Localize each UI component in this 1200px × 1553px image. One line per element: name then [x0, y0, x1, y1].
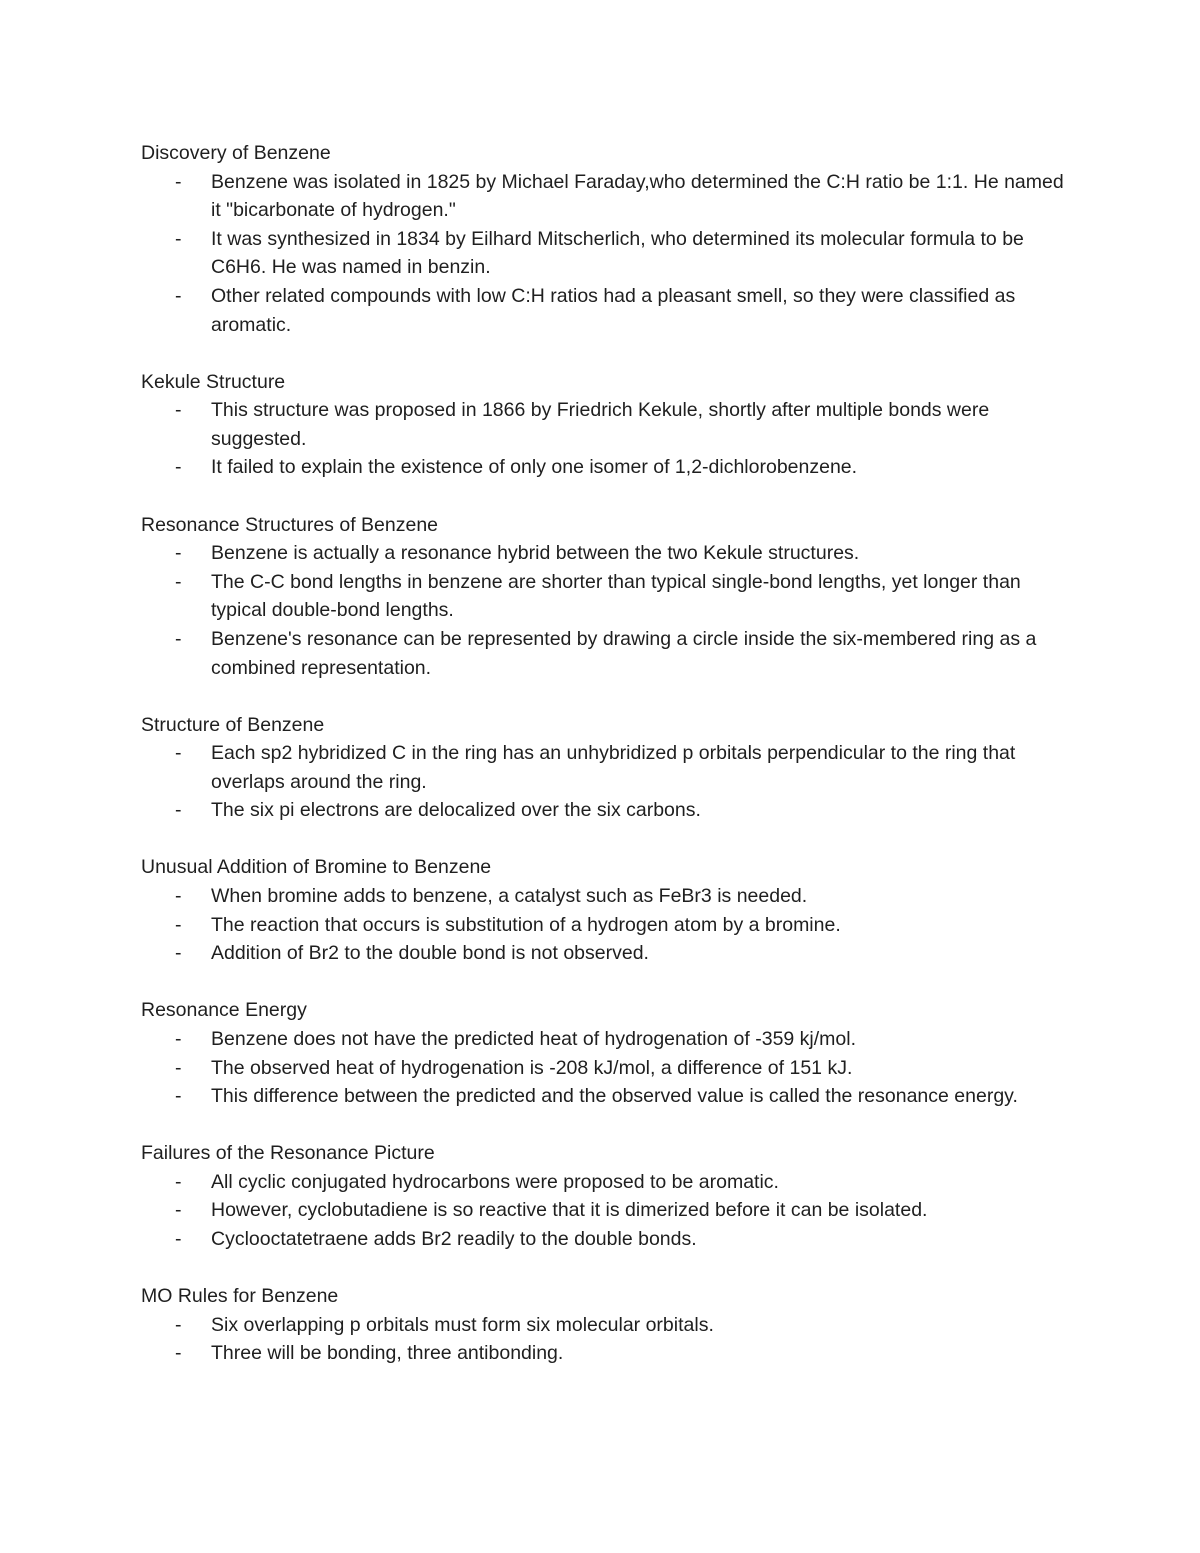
bullet-list	[141, 1311, 1071, 1368]
bullet-dash: -	[175, 170, 182, 193]
section-resonance-energy	[141, 996, 1071, 1110]
bullet-dash: -	[175, 1056, 182, 1079]
section-resonance-structures	[141, 511, 1071, 683]
bullet-list	[141, 739, 1071, 825]
list-item-text: Cyclooctatetraene adds Br2 readily to the double bonds.	[211, 1228, 697, 1250]
list-item-text: This difference between the predicted and the observed value is called the resonance energy.	[211, 1085, 1018, 1108]
list-item-text: The observed heat of hydrogenation is -208 kJ/mol, a difference of 151 kJ.	[211, 1056, 853, 1079]
bullet-dash: -	[175, 1313, 182, 1336]
list-item	[141, 1339, 1071, 1368]
list-item	[141, 1025, 1071, 1054]
bullet-dash: -	[175, 542, 182, 565]
list-item	[141, 453, 1071, 482]
section-heading: Failures of the Resonance Picture	[141, 1142, 435, 1165]
list-item-text: Benzene was isolated in 1825 by Michael Faraday,who determined the C:H ratio be 1:1. He named it "bicarbonate of hydrogen."	[211, 170, 1064, 222]
list-item	[141, 539, 1071, 568]
list-item-text: When bromine adds to benzene, a catalyst such as FeBr3 is needed.	[211, 885, 808, 908]
bullet-dash: -	[175, 399, 182, 422]
list-item	[141, 168, 1071, 225]
bullet-dash: -	[175, 570, 182, 593]
list-item	[141, 1311, 1071, 1340]
bullet-dash: -	[175, 284, 182, 307]
bullet-list	[141, 1168, 1071, 1254]
section-failures-of-resonance	[141, 1139, 1071, 1253]
section-heading: MO Rules for Benzene	[141, 1285, 339, 1308]
bullet-list	[141, 396, 1071, 482]
section-heading: Structure of Benzene	[141, 713, 325, 736]
list-item-text: Each sp2 hybridized C in the ring has an unhybridized p orbitals perpendicular to the ring that overlaps around the ring.	[211, 742, 1016, 793]
list-item	[141, 396, 1071, 453]
bullet-dash: -	[175, 742, 182, 765]
bullet-dash: -	[175, 1342, 182, 1365]
bullet-dash: -	[175, 1170, 182, 1193]
list-item-text: However, cyclobutadiene is so reactive that it is dimerized before it can be isolated.	[211, 1199, 928, 1222]
list-item	[141, 1082, 1071, 1111]
section-heading: Discovery of Benzene	[141, 142, 331, 164]
bullet-list	[141, 882, 1071, 968]
list-item	[141, 911, 1071, 940]
section-heading: Kekule Structure	[141, 370, 286, 393]
bullet-dash: -	[175, 1199, 182, 1222]
list-item	[141, 882, 1071, 911]
bullet-list	[141, 539, 1071, 682]
bullet-dash: -	[175, 913, 182, 936]
list-item	[141, 1054, 1071, 1083]
list-item	[141, 739, 1071, 796]
bullet-dash: -	[175, 885, 182, 908]
bullet-dash: -	[175, 456, 182, 479]
list-item-text: Benzene does not have the predicted heat of hydrogenation of -359 kj/mol.	[211, 1027, 857, 1050]
list-item	[141, 282, 1071, 339]
list-item-text: Benzene's resonance can be represented by drawing a circle inside the six-membered ring as a combined representation.	[211, 627, 1037, 679]
list-item-text: Six overlapping p orbitals must form six molecular orbitals.	[211, 1313, 714, 1336]
list-item-text: Other related compounds with low C:H ratios had a pleasant smell, so they were classified as aromatic.	[211, 284, 1016, 336]
bullet-dash: -	[175, 1228, 182, 1250]
section-heading: Resonance Energy	[141, 999, 307, 1022]
list-item-text: It failed to explain the existence of only one isomer of 1,2-dichlorobenzene.	[211, 456, 858, 479]
section-heading: Unusual Addition of Bromine to Benzene	[141, 856, 492, 879]
bullet-dash: -	[175, 1027, 182, 1050]
section-kekule-structure	[141, 368, 1071, 482]
list-item	[141, 939, 1071, 968]
bullet-list	[141, 168, 1071, 340]
section-mo-rules	[141, 1282, 1071, 1368]
list-item	[141, 225, 1071, 282]
list-item	[141, 1196, 1071, 1225]
section-discovery-of-benzene	[141, 139, 1071, 339]
bullet-list	[141, 1025, 1071, 1111]
list-item-text: Three will be bonding, three antibonding.	[211, 1342, 564, 1365]
section-unusual-addition	[141, 853, 1071, 967]
list-item	[141, 568, 1071, 625]
list-item-text: Benzene is actually a resonance hybrid between the two Kekule structures.	[211, 542, 860, 565]
list-item-text: The six pi electrons are delocalized over the six carbons.	[211, 799, 701, 822]
list-item-text: All cyclic conjugated hydrocarbons were proposed to be aromatic.	[211, 1170, 779, 1193]
document-body	[141, 139, 1071, 1396]
list-item-text: The reaction that occurs is substitution of a hydrogen atom by a bromine.	[211, 913, 841, 936]
bullet-dash: -	[175, 227, 182, 250]
section-structure-of-benzene	[141, 711, 1071, 825]
list-item	[141, 1168, 1071, 1197]
bullet-dash: -	[175, 942, 182, 965]
list-item-text: Addition of Br2 to the double bond is not observed.	[211, 942, 649, 965]
list-item-text: It was synthesized in 1834 by Eilhard Mitscherlich, who determined its molecular formula to be C6H6. He was named in benzin.	[211, 227, 1024, 279]
section-heading: Resonance Structures of Benzene	[141, 513, 439, 536]
list-item-text: This structure was proposed in 1866 by Friedrich Kekule, shortly after multiple bonds were suggested.	[211, 399, 990, 450]
list-item	[141, 796, 1071, 825]
bullet-dash: -	[175, 1085, 182, 1108]
list-item	[141, 1225, 1071, 1254]
bullet-dash: -	[175, 627, 182, 650]
bullet-dash: -	[175, 799, 182, 822]
list-item	[141, 625, 1071, 682]
list-item-text: The C-C bond lengths in benzene are shorter than typical single-bond lengths, yet longer than typical double-bond lengths.	[211, 570, 1021, 622]
